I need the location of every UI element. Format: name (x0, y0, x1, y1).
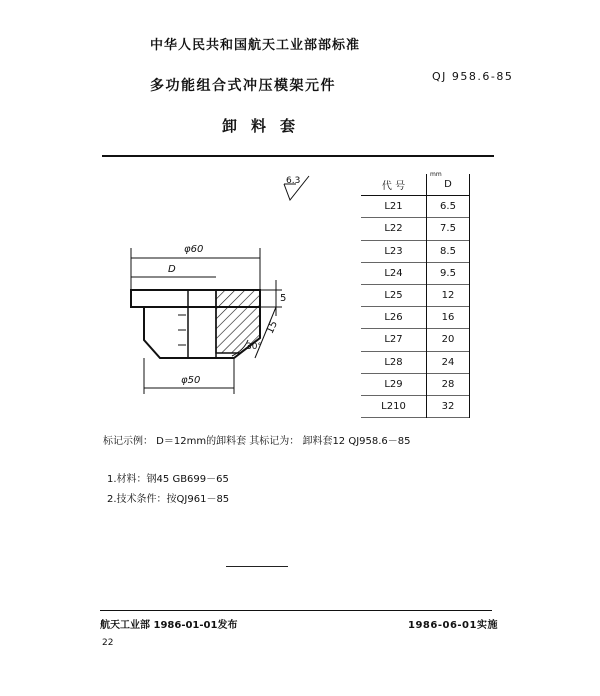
table-row (361, 351, 470, 373)
row-d: 6.5 (427, 196, 470, 218)
table-row (361, 218, 470, 240)
row-code: L29 (361, 373, 427, 395)
standard-code: QJ 958.6-85 (432, 70, 514, 83)
note-technical-conditions: 2.技术条件：按QJ961－85 (107, 494, 230, 505)
marking-example: 标记示例： D＝12mm的卸料套 其标记为： 卸料套12 QJ958.6－85 (103, 436, 411, 447)
row-d: 28 (427, 373, 470, 395)
document-title: 多功能组合式冲压模架元件 (150, 78, 336, 94)
row-code: L26 (361, 307, 427, 329)
footer-rule (100, 610, 492, 611)
note-material: 1.材料：钢45 GB699－65 (107, 474, 229, 485)
dim-bottom-diameter: φ50 (181, 375, 201, 386)
effective-date: 1986-06-01实施 (408, 620, 498, 631)
table-row (361, 262, 470, 284)
row-code: L21 (361, 196, 427, 218)
table-header-row (361, 174, 470, 196)
spec-table (361, 174, 470, 418)
dim-body-height: 15 (264, 319, 281, 336)
table-row (361, 395, 470, 417)
row-code: L25 (361, 284, 427, 306)
row-code: L23 (361, 240, 427, 262)
table-unit: mm (430, 171, 442, 178)
row-d: 8.5 (427, 240, 470, 262)
end-rule (226, 566, 288, 567)
row-d: 12 (427, 284, 470, 306)
row-d: 20 (427, 329, 470, 351)
page-number: 22 (102, 638, 114, 648)
roughness-value: 6.3 (286, 176, 301, 186)
row-code: L24 (361, 262, 427, 284)
row-code: L27 (361, 329, 427, 351)
table-header-code: 代 号 (361, 174, 427, 196)
part-name: 卸料套 (222, 117, 310, 135)
row-d: 7.5 (427, 218, 470, 240)
issue-date: 航天工业部 1986-01-01发布 (100, 620, 238, 631)
table-header-d: D (427, 174, 470, 196)
row-d: 24 (427, 351, 470, 373)
row-d: 32 (427, 395, 470, 417)
row-d: 16 (427, 307, 470, 329)
dim-angle: 30° (246, 342, 262, 352)
table-row (361, 329, 470, 351)
dim-flange-height: 5 (280, 293, 287, 304)
table-row (361, 284, 470, 306)
dim-outer-diameter: φ60 (184, 244, 204, 255)
standard-org: 中华人民共和国航天工业部部标准 (150, 38, 361, 53)
table-row (361, 373, 470, 395)
dim-inner-diameter: D (168, 264, 176, 275)
table-row (361, 240, 470, 262)
table-row (361, 307, 470, 329)
row-code: L28 (361, 351, 427, 373)
row-d: 9.5 (427, 262, 470, 284)
row-code: L22 (361, 218, 427, 240)
row-code: L210 (361, 395, 427, 417)
table-row (361, 196, 470, 218)
